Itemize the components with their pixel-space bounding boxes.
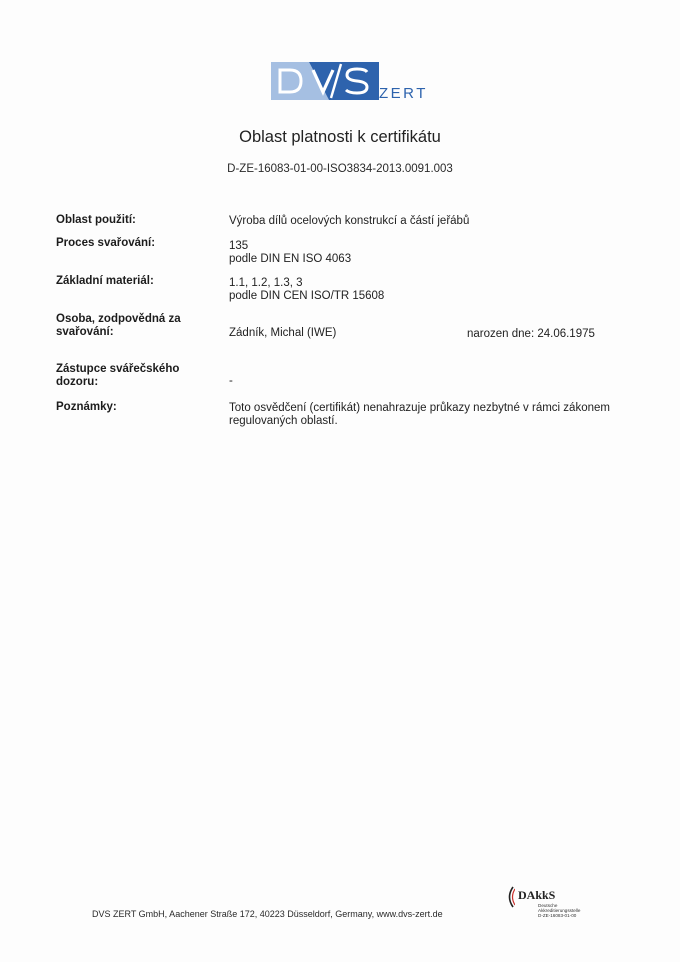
dakks-line-3: D-ZE-16083-01-00 — [538, 913, 577, 918]
label-person-line2: svařování: — [56, 326, 114, 338]
label-use: Oblast použití: — [56, 214, 136, 226]
certificate-code: D-ZE-16083-01-00-ISO3834-2013.0091.003 — [227, 163, 453, 175]
value-material-groups: 1.1, 1.2, 1.3, 3 — [229, 277, 303, 289]
value-process-number: 135 — [229, 240, 249, 252]
logo-zert-text: ZERT — [379, 85, 428, 102]
dakks-line-1: Deutsche — [538, 903, 558, 908]
value-process-standard: podle DIN EN ISO 4063 — [229, 253, 352, 265]
dakks-line-2: Akkreditierungsstelle — [538, 908, 581, 913]
dvs-logo-mark — [271, 62, 379, 100]
value-notes-line2: regulovaných oblastí. — [229, 415, 338, 427]
value-material-standard: podle DIN CEN ISO/TR 15608 — [229, 290, 385, 302]
label-notes: Poznámky: — [56, 401, 117, 413]
footer-address: DVS ZERT GmbH, Aachener Straße 172, 40223 Düsseldorf, Germany, www.dvs-zert.de — [92, 909, 443, 919]
label-supervisor-line2: dozoru: — [56, 376, 99, 388]
label-supervisor-line1: Zástupce svářečského — [56, 363, 180, 375]
label-person-line1: Osoba, zodpovědná za — [56, 313, 181, 325]
value-supervisor: - — [229, 375, 233, 387]
value-use: Výroba dílů ocelových konstrukcí a částí jeřábů — [229, 215, 470, 227]
value-person: Zádník, Michal (IWE) — [229, 327, 337, 339]
value-birth-date: narozen dne: 24.06.1975 — [467, 328, 595, 340]
label-process: Proces svařování: — [56, 237, 156, 249]
dakks-name: DAkkS — [518, 888, 556, 902]
dakks-bracket-icon — [505, 886, 515, 908]
label-material: Základní materiál: — [56, 275, 154, 287]
dakks-accreditation-mark — [505, 886, 605, 922]
dvs-zert-logo — [271, 62, 431, 106]
value-notes-line1: Toto osvědčení (certifikát) nenahrazuje průkazy nezbytné v rámci zákonem — [229, 402, 610, 414]
document-title: Oblast platnosti k certifikátu — [239, 128, 441, 146]
